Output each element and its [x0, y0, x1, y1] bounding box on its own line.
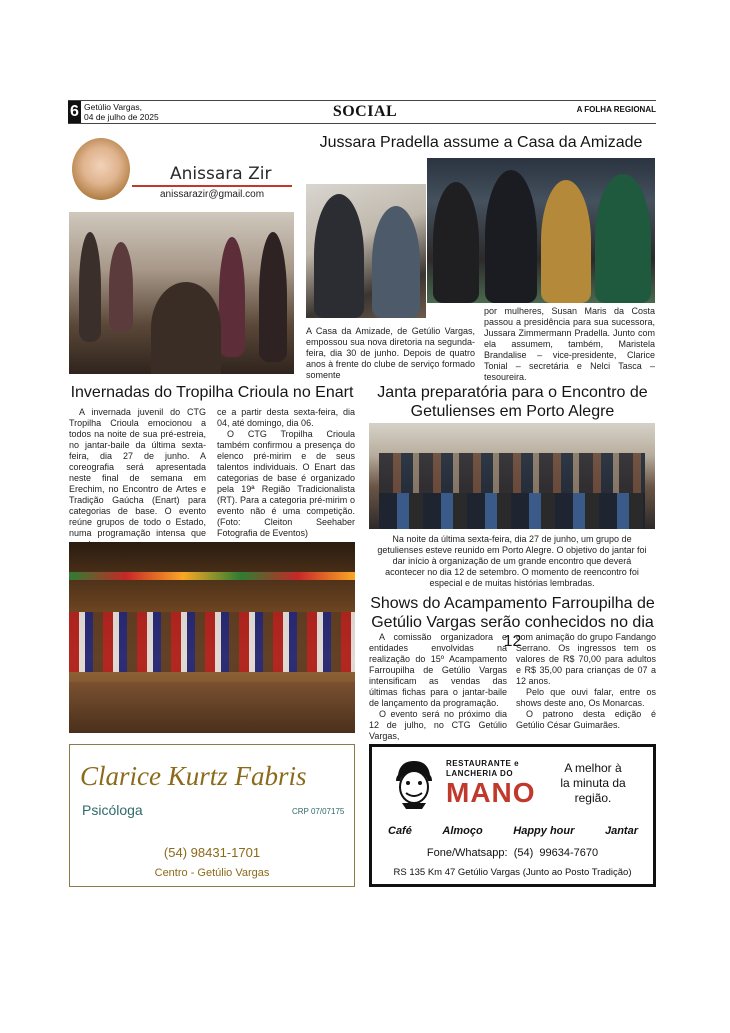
photo-casa-amizade-group: [69, 212, 294, 374]
mano-service-cafe: Café: [388, 825, 412, 837]
casa-text-left: A Casa da Amizade, de Getúlio Vargas, empossou sua nova diretoria na segunda-feira, dia 30 de junho. Depois de quatro anos à frente do clube de serviço formado somente: [306, 326, 475, 380]
ad-clarice-kurtz-fabris: [69, 744, 355, 887]
mano-brand-mid: LANCHERIA DO: [446, 769, 514, 778]
photo-getulienses-porto-alegre: [369, 423, 655, 529]
enart-col2-p1: ce a partir desta sexta-feira, dia 04, até domingo, dia 06.: [217, 407, 355, 428]
ad-clarice-profession: Psicóloga: [82, 802, 143, 818]
section-title: SOCIAL: [332, 103, 398, 120]
shows-col1-p1: A comissão organizadora e entidades envolvidas na realização do 15º Acampamento Farroupilha de Getúlio Vargas intensificam as vendas das últimas fichas para o jantar-baile de lançamento da programação.: [369, 632, 507, 708]
headline-shows: Shows do Acampamento Farroupilha de Getúlio Vargas serão conhecidos no dia 12: [370, 595, 655, 650]
shows-col2: [516, 632, 656, 731]
mano-logo-icon: [392, 757, 436, 809]
columnist-underline: [132, 185, 292, 187]
page-number: 6: [68, 101, 81, 123]
shows-col1-p2: O evento será no próximo dia 12 de julho, no CTG Getúlio Vargas,: [369, 709, 507, 741]
photo-invernada-dance: [69, 542, 355, 733]
casa-text-right: por mulheres, Susan Maris da Costa passou a presidência para sua sucessora, Jussara Zimmermann Pradella. Junto com ela assumem, também, Maristela Brandalise – vice-presidente, Clarice Tonial – secretária e Nelci Tasca – tesoureira.: [484, 306, 655, 382]
mano-service-happy-hour: Happy hour: [513, 825, 575, 837]
headline-casa-amizade: Jussara Pradella assume a Casa da Amizade: [319, 134, 643, 151]
mano-service-almoco: Almoço: [442, 825, 483, 837]
mano-brand-name: MANO: [446, 777, 536, 808]
header-bottom-rule: [68, 123, 656, 124]
mano-services: [388, 825, 638, 837]
mano-phone: Fone/Whatsapp: (54) 99634-7670: [426, 847, 599, 859]
mano-brand-top: RESTAURANTE e: [446, 759, 520, 768]
ad-clarice-crp: CRP 07/07175: [292, 807, 345, 816]
shows-col2-p2: Pelo que ouvi falar, entre os shows deste ano, Os Monarcas.: [516, 687, 656, 708]
header-dateline: [84, 102, 159, 122]
ad-lancheria-do-mano: [369, 744, 656, 887]
header-date: 04 de julho de 2025: [84, 112, 159, 122]
photo-nova-diretoria: [427, 158, 655, 303]
photo-jussara-susan: [306, 184, 426, 318]
shows-col1: [369, 632, 507, 742]
headline-janta: Janta preparatória para o Encontro de Getulienses em Porto Alegre: [377, 384, 648, 420]
ad-clarice-phone: (54) 98431-1701: [163, 845, 261, 860]
enart-col1: A invernada juvenil do CTG Tropilha Crioula emocionou a todos na noite de sua pré-estreia, no jantar-baile da última sexta-feira, dia 27 de junho. A coreografia será apresentada neste final de semana em Erechim, no Encontro de Artes e Tradição Gaúcha (Enart) para categorias de base. O evento reúne grupos de todo o Estado, numa programação intensa que: [69, 407, 206, 538]
shows-col2-p1: com animação do grupo Fandango Serrano. Os ingressos tem os valores de R$ 70,00 para adultos e R$ 35,00 para crianças de 07 a 12 anos.: [516, 632, 656, 686]
header-place: Getúlio Vargas,: [84, 102, 142, 112]
enart-col2: [217, 407, 355, 539]
headline-enart: Invernadas do Tropilha Crioula no Enart: [70, 384, 354, 401]
mano-service-jantar: Jantar: [604, 825, 638, 837]
ad-clarice-name: Clarice Kurtz Fabris: [80, 761, 307, 791]
mano-address: RS 135 Km 47 Getúlio Vargas (Junto ao Posto Tradição): [393, 867, 632, 878]
columnist-name: Anissara Zir: [170, 164, 272, 184]
columnist-email: anissarazir@gmail.com: [160, 189, 265, 200]
shows-col2-p3: O patrono desta edição é Getúlio César Guimarães.: [516, 709, 656, 730]
columnist-photo: [72, 138, 130, 200]
header-top-rule: [68, 100, 656, 101]
janta-caption: Na noite da última sexta-feira, dia 27 de junho, um grupo de getulienses esteve reunido em Porto Alegre. O objetivo do jantar foi dar início à organização de um grande encontro que deverá acontecer no dia 12 de setembro. O momento de reencontro foi especial e de muitas histórias lembradas.: [377, 534, 647, 588]
enart-col2-p2: O CTG Tropilha Crioula também confirmou a presença do elenco pré-mirim e de seus talentos individuais. O Enart das categorias de base é organizado pela 19ª Região Tradicionalista (RT). Para a categoria pré-mirim o evento não é uma competição. (Foto: Cleiton Seehaber Fotografia de Eventos): [217, 429, 355, 538]
mano-slogan: A melhor à la minuta da região.: [560, 761, 626, 805]
ad-clarice-location: Centro - Getúlio Vargas: [154, 867, 270, 879]
newspaper-name: A FOLHA REGIONAL: [576, 105, 656, 114]
